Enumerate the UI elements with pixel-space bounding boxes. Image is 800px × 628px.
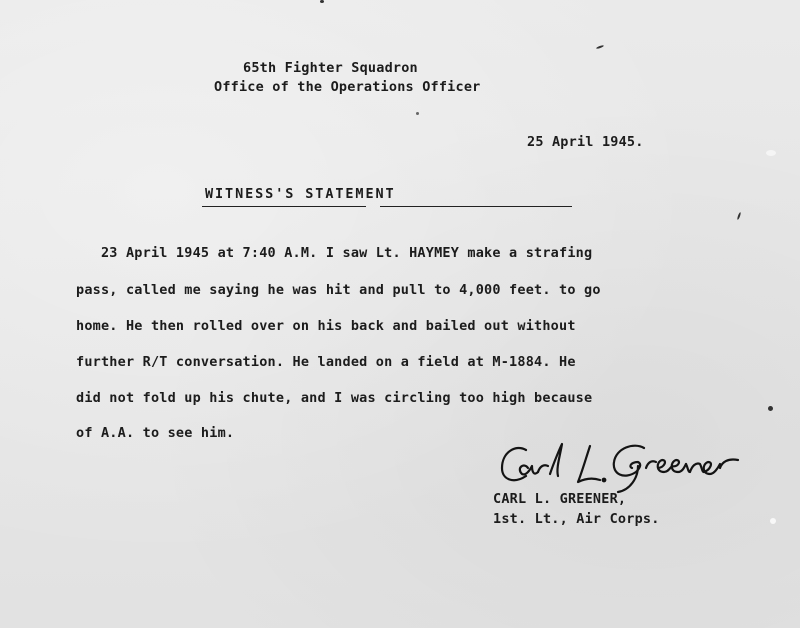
- body-line-3: home. He then rolled over on his back and bailed out without: [76, 318, 576, 334]
- heading-underline-left: [202, 206, 366, 207]
- paper-speck: [737, 212, 742, 220]
- signatory-name: CARL L. GREENER,: [493, 491, 627, 507]
- body-line-2: pass, called me saying he was hit and pull to 4,000 feet. to go: [76, 282, 601, 298]
- document-date: 25 April 1945.: [527, 134, 644, 150]
- paper-speck: [416, 112, 419, 115]
- signatory-title: 1st. Lt., Air Corps.: [493, 511, 660, 527]
- body-line-4: further R/T conversation. He landed on a field at M-1884. He: [76, 354, 576, 370]
- paper-speck: [768, 406, 773, 411]
- statement-heading: WITNESS'S STATEMENT: [205, 186, 396, 202]
- paper-speck: [596, 45, 604, 50]
- paper-speck: [770, 518, 776, 524]
- handwritten-signature: [498, 438, 748, 494]
- body-line-5: did not fold up his chute, and I was circling too high because: [76, 390, 593, 406]
- letterhead-unit: 65th Fighter Squadron: [243, 60, 418, 76]
- paper-speck: [766, 150, 776, 156]
- body-line-6: of A.A. to see him.: [76, 425, 235, 441]
- letterhead-office: Office of the Operations Officer: [214, 79, 481, 95]
- body-line-1: 23 April 1945 at 7:40 A.M. I saw Lt. HAYMEY make a strafing: [76, 245, 593, 261]
- heading-underline-right: [380, 206, 572, 207]
- paper-speck: [320, 0, 324, 3]
